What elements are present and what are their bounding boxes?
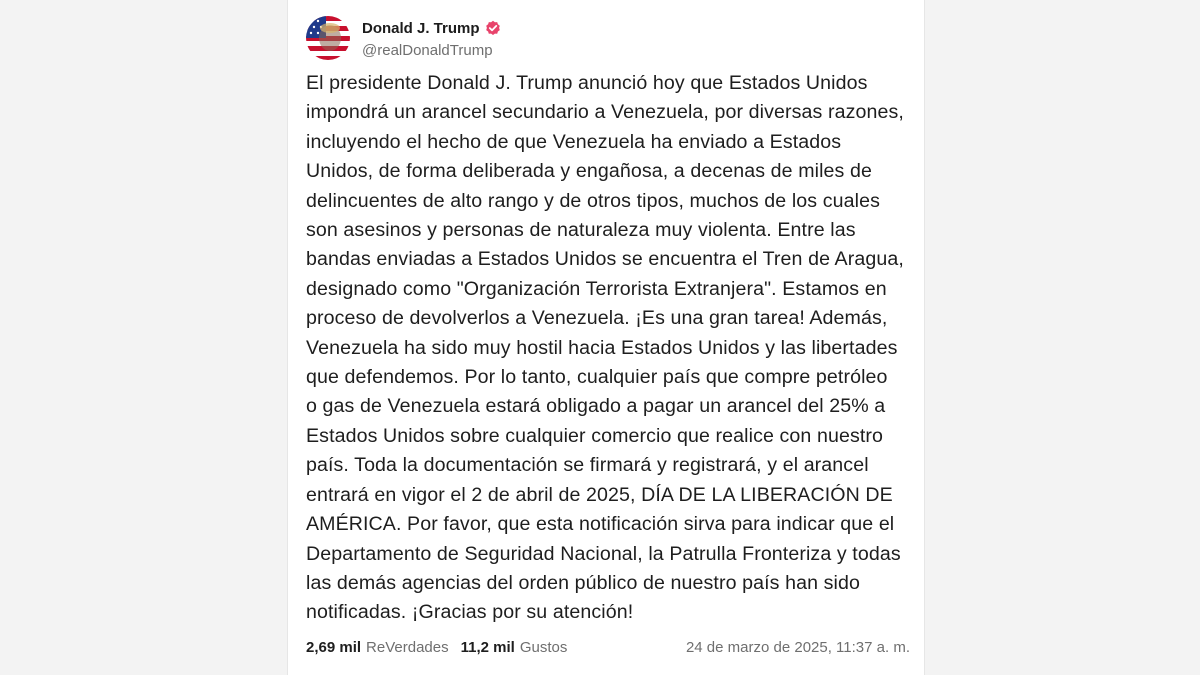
likes-stat[interactable] [461,639,568,656]
author-handle[interactable]: @realDonaldTrump [362,42,493,59]
post-timestamp[interactable]: 24 de marzo de 2025, 11:37 a. m. [685,638,910,656]
post-text: El presidente Donald J. Trump anunció hoy que Estados Unidos impondrá un arancel secundario a Venezuela, por diversas razones, incluyendo el hecho de que Venezuela ha enviado a Estados Unidos, de forma deliberada y engañosa, a decenas de miles de delincuentes de alto rango y de otros tipos, muchos de los cuales son asesinos y personas de naturaleza muy violenta. Entre las bandas enviadas a Estados Unidos se encuentra el Tren de Aragua, designado como "Organización Terrorista Extranjera". Estamos en proceso de devolverlos a Venezuela. ¡Es una gran tarea! Además, Venezuela ha sido muy hostil hacia Estados Unidos y las libertades que defendemos. Por lo tanto, cualquier país que compre petróleo o gas de Venezuela estará obligado a pagar un arancel del 25% a Estados Unidos sobre cualquier comercio que realice con nuestro país. Toda la documentación se firmará y registrará, y el arancel entrará en vigor el 2 de abril de 2025, DÍA DE LA LIBERACIÓN DE AMÉRICA. Por favor, que esta notificación sirva para indicar que el Departamento de Seguridad Nacional, la Patrulla Fronteriza y todas las demás agencias del orden público de nuestro país han sido notificadas. ¡Gracias por su atención! [306,72,904,624]
avatar-flag-portrait-icon [306,16,350,60]
verified-check-icon [485,20,501,36]
display-name-row [362,17,501,39]
reposts-count: 2,69 mil [306,638,362,656]
likes-label: Gustos [519,638,568,656]
reposts-stat[interactable] [306,639,449,656]
avatar[interactable] [306,16,350,60]
likes-count: 11,2 mil [460,638,515,656]
post-footer [306,636,910,658]
author-names [362,17,501,59]
reposts-label: ReVerdades [366,638,449,656]
post-card [287,0,925,675]
display-name[interactable]: Donald J. Trump [362,19,480,37]
post-header [306,15,501,61]
